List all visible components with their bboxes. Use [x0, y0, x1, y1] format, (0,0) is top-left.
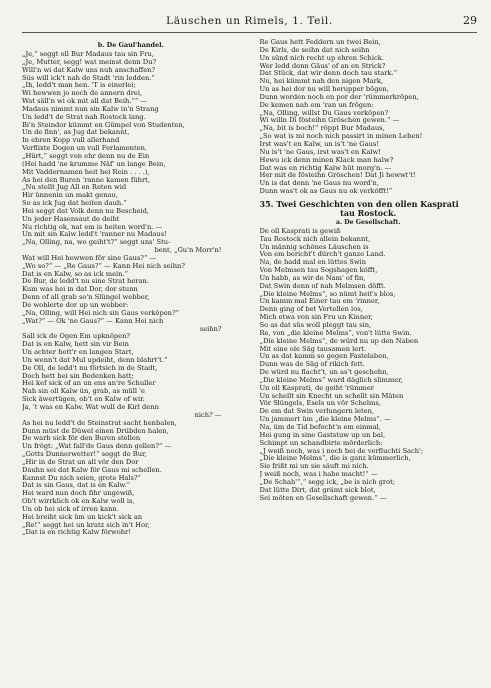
verse-line: Schimpt un schandbirte mörderlich: [259, 438, 383, 447]
verse-line: Nu is't 'ne Gaus, irst was't en Kalw! [259, 147, 381, 156]
verse-line: De Oll, de ledd't nu förtsich in de Stadt, [22, 363, 158, 372]
verse-line: Un achter hett'r en langen Start, [22, 348, 134, 357]
verse-line: Wat will Hei hewwen för sine Gaus?“ — [22, 253, 157, 262]
verse-line: Dat was en richtig Kalw hüt morg'n. — [259, 163, 392, 172]
verse-line: Wer ledd denn Gäus' of an en Strick? [259, 61, 386, 70]
verse-line: Un ledd't de Strat nah Rostock lang. [22, 112, 146, 121]
verse-line: Ob't wirrklich ok en Kalw woll is, [22, 497, 135, 506]
verse-line: De kemen nah em 'ran un frögen: [259, 100, 374, 109]
verse-line: De warb sick för den Buren stellen [22, 434, 141, 443]
verse-line: Un jammert üm „die kleine Melms“. — [259, 415, 391, 424]
verse-line: „J weiß noch, was i noch bei de verfluchti Sach'; [259, 446, 424, 455]
verse-line: Un wenn't dat Mul updeiht, denn blahrt't.“ [22, 355, 168, 364]
verse-line: Ja, 't was en Kalw. Wat wull de Kirl denn [22, 402, 159, 411]
verse-line: Na, de hadd mal en lüttes Swin [259, 258, 367, 267]
verse-line: Von em bericht't dürch't ganze Land. [259, 250, 386, 259]
verse-line: Vör Slüngels, Esels un vör Schelms, [259, 399, 381, 408]
verse-line: „Nu stellt Jug All en Reten wid [22, 183, 127, 192]
verse-line: Dat is en Kalw, hett sin vir Bein [22, 340, 129, 349]
story-title: 35. Twei Geschichten von den ollen Kasprati [259, 198, 459, 209]
verse-line: Un oll Kasprati, de geiht 'rümmer [259, 383, 374, 392]
verse-line: Hei ward nun doch fihr ungewiß, [22, 489, 135, 498]
verse-line: Un as hei dor nu will herupper bögen, [259, 85, 389, 94]
verse-line: Un de finn', as Jug dat bekannt, [22, 128, 130, 137]
verse-line: Süs will ick't nah de Stadt 'rin ledden.“ [22, 73, 155, 82]
verse-line: Verflixte Dogen un vull Ferlamenten. [22, 144, 148, 153]
verse-line: Dat is sin Gaus, dat is en Kalw.“ [22, 481, 130, 490]
verse-line: (Hei hadd 'ne krumme Näf' un lange Bein, [22, 159, 166, 168]
verse-line: Wat säll'n wi ok mit all dat Beih.““ — [22, 97, 148, 106]
verse-line: Kum was hei in dat Dor, dor stunn [22, 285, 138, 294]
right-column [260, 39, 478, 537]
verse-line: De würd nu flacht't, un as't geschehn, [259, 368, 389, 377]
verse-line: „Na, Olling, will Hei nich sin Gaus verköpen?“ [22, 308, 179, 317]
verse-line: De oll Kasprati is gewiß [259, 226, 341, 235]
verse-line: Von Melmsen tau Sogshagen köfft, [259, 266, 378, 275]
verse-line: Dunn was't ok as Gaus nu ok verköfft!“ [259, 187, 393, 196]
verse-line: „Na, Olling, na, wo geiht't?“ seggt uns' Stu- [22, 238, 171, 247]
verse-line: „Je, Mutter, segg! wat meinst denn Du? [22, 57, 157, 66]
verse-line: „Dat is en richtig Kalw förwohr! [22, 528, 131, 537]
verse-line: Un mit sin Kalw ledd't 'ranner nu Madaus! [22, 230, 167, 239]
verse-line: „Hürt,“ seggt von ehr denn nu de Ein [22, 151, 150, 160]
verse-line: „Ih, ledd't man hen. 'T is einerlei; [22, 81, 136, 90]
verse-line: „Die kleine Melms“, die is ganz kümmerlich, [259, 454, 411, 463]
verse-line: Re Gaus hett Feddern un twei Bein, [259, 39, 381, 46]
verse-line: „Hir in de Strat un all vör den Dor [22, 457, 139, 466]
verse-line: Will'n wi dat Kalw uns nuh anschaffen? [22, 65, 156, 74]
running-title: Läuschen un Rimels, 1. Teil. [166, 15, 333, 27]
verse-line: Hei kef sick of an un ens an're Schuller [22, 379, 156, 388]
verse-line: Bi'n Steindor kümmt en Gümpel von Studenten, [22, 120, 185, 129]
verse-line: Hei seggt dat Volk denn nu Bescheid, [22, 206, 150, 215]
verse-line: Hewu ick denn minen Klack man halw? [259, 155, 394, 164]
verse-line: De em dat Swin verlungern leten, [259, 407, 375, 416]
story-title-continued: tau Rostock. [340, 208, 397, 219]
verse-line: Dunn was de Säg of rikich fett. [259, 360, 365, 369]
verse-line: Nu, hei kümmt nah den nigen Mark, [259, 77, 384, 86]
verse-line: „Wo so?“ — „Re Gaus?“ — Kann Hei nich seihn? [22, 261, 185, 270]
verse-line: De Bur, de ledd't nu sine Strat heran. [22, 277, 149, 286]
verse-line: Her mit de fösteihn Gröschen! Dat Ji hewwt't! [259, 171, 416, 180]
verse-line: Un schellt sin Knecht un schellt sin Mäten [259, 391, 404, 400]
verse-line: So as dat süs woll pleggt tau sin, [259, 321, 372, 329]
verse-line: Denn of all grab so'n Slüngel webber, [22, 293, 150, 302]
verse-line: „Na, Olling, willst Du Gaus verköpen? [259, 108, 389, 117]
verse-line: Dat Swin denn of nah Melmsen döfft. [259, 281, 386, 290]
verse-line: „Die kleine Melms“, so nümt heit's blos, [259, 289, 396, 298]
verse-line: Un is dat denn 'ne Gaus nu word'n, [259, 179, 379, 188]
verse-line: Re, von „die kleine Melms“, von't lütte Swin. [259, 328, 412, 337]
verse-line: Nu richtig ok, nat em is heiten word'n. — [22, 222, 163, 231]
verse-line: Sei möten en Gesellschaft gewen.“ — [259, 493, 387, 502]
verse-line: „De Schab'“,“ segg ick, „be is nich grot; [259, 477, 396, 486]
verse-line: „Die kleine Melms“, de würd nu up den Naben [259, 336, 419, 345]
verse-line: Dat lütte Dirt, dat grämt sick blot, [259, 485, 376, 494]
section-heading: b. De Gaul'handel. [97, 41, 164, 49]
verse-line: Un habb, as wir de Nam' of fin, [259, 273, 366, 282]
verse-line: bent, „Gu'n Morr'n! [154, 246, 222, 255]
verse-line: Kannst Du nich seien, grote Hals?“ [22, 473, 141, 482]
verse-line: Irst was't en Kalw, un is't 'ne Gaus! [259, 139, 380, 148]
verse-line: Dunn worden noch en por der 'rümmerkröpen, [259, 92, 419, 101]
verse-line: Denn ging of bet Vertellen los, [259, 305, 363, 314]
verse-line: nich? — [194, 410, 222, 419]
verse-line: Un sünd nich recht up ehren Schick. [259, 53, 384, 62]
verse-line: Sick äwertügen, ob't en Kalw of wir. [22, 395, 145, 404]
verse-line: Tau Rostock nich allein bekannt, [259, 234, 371, 243]
verse-line: As hei nu ledd't de Steinstrat sacht henbalen, [22, 418, 177, 427]
verse-line: In ehren Kopp vull allerhand [22, 136, 120, 145]
verse-line: Wi willn Di fösteihn Gröschen gewen.“ — [259, 116, 400, 125]
verse-line: Un jeder Hasensaut de deiht [22, 214, 120, 223]
verse-line: Doch hett hei sin Bedenken hatt; [22, 371, 134, 380]
right-verse-lines-bottom [260, 228, 478, 503]
verse-line: Mit Vaddernamen heit hei Rein . . . .), [22, 167, 150, 176]
verse-line: Hei gung in sine Gaststuw up un bal, [259, 430, 386, 439]
verse-line: Wi hewwen jo noch de annern drei, [22, 89, 143, 98]
verse-line: Dat is en Kalw, so as ick mein.“ [22, 269, 129, 278]
verse-line: Nah sin oll Kalw ün, grab, as müll 'e [22, 387, 145, 396]
verse-line: Sie frißt mi un sie säuft mi nich. [259, 462, 369, 471]
verse-line: De wohlerte dor up un webber: [22, 301, 129, 309]
verse-line: „Gotts Dunnerwetter!“ seggt de Bur, [22, 450, 147, 459]
left-column [22, 39, 240, 537]
verse-line: Un frögt: „Wat fall'de Gaus denn gellen?“ — [22, 442, 172, 451]
left-verse-lines [22, 51, 240, 537]
verse-line: „So wat is mi noch nich passirt in minen Leben! [259, 132, 423, 141]
verse-line: Hei breiht sick üm un kick't sick an [22, 512, 143, 521]
verse-line: Sall ick de Ogen Em upknöpen? [22, 332, 131, 341]
story-subtitle: a. De Gesellschaft. [335, 218, 401, 226]
verse-line: „Wat?“ — Ok 'ne Gaus?“ — Kann Hei nich [22, 316, 164, 325]
verse-line: „Je,“ seggt oll Bur Madaus tau sin Fru, [22, 50, 154, 58]
verse-line: Dauhn sei dat Kalw för Gaus mi schellen. [22, 465, 162, 474]
verse-line: De Kirls, de seihn dat nich seihn [259, 45, 370, 54]
verse-line: Hir ünnenin un makt genau, [22, 191, 118, 200]
verse-line: Un as dat kamm so gegen Fastelaben, [259, 352, 389, 361]
verse-line: Un kamm mal Einer tau em 'rinner, [259, 297, 380, 306]
verse-line: „Re!“ seggt hei un kratz sich in't Hor, [22, 520, 150, 529]
verse-line: J weiß noch, was i habe macht!“ — [259, 470, 378, 479]
verse-line: Dunn müst de Düwel einen Drübden halen, [22, 426, 169, 435]
verse-line: As hei den Buren 'ranne kamen führt, [22, 175, 150, 184]
verse-line: Madaus nimmt nun sin Kalw in'n Strang [22, 104, 159, 113]
verse-line: Dat Stück, dat wir denn doch tau stark.“ [259, 69, 398, 78]
verse-line: Mich etwa von sin Fru un Kinner, [259, 313, 373, 322]
verse-line: Un männig schönes Läuschen is [259, 242, 369, 251]
page-header [22, 12, 477, 33]
verse-line: seihn? [199, 324, 222, 333]
verse-line: „Die kleine Melms“ ward däglich slimmer, [259, 375, 403, 384]
verse-line: Na, üm de Tid befocht'n em einmal, [259, 422, 381, 431]
right-verse-lines-top [260, 39, 478, 196]
verse-line: Un ob hei sick of irren kann. [22, 504, 119, 513]
verse-line: So as ick Jug dat heiten dauh.“ [22, 199, 127, 208]
verse-line: „Na, bit is boch!“ röppt Bur Madaus, [259, 124, 385, 133]
page-number: 29 [463, 14, 477, 27]
verse-line: Mit eine ole Säg tausamen lert. [259, 344, 367, 353]
